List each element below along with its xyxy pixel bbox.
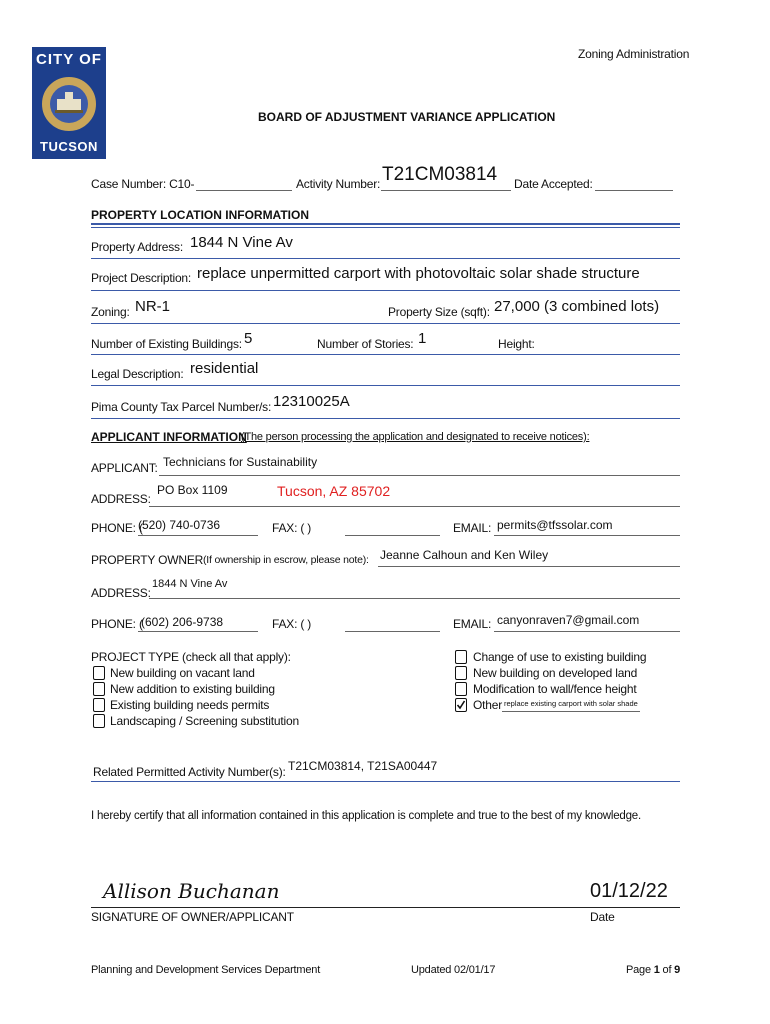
- signature-label: SIGNATURE OF OWNER/APPLICANT: [91, 910, 294, 924]
- owner-phone-underline: [138, 631, 258, 632]
- zoning-field[interactable]: NR-1: [135, 298, 171, 315]
- stories-field[interactable]: 1: [418, 330, 427, 347]
- checkbox-landscaping[interactable]: [93, 714, 105, 728]
- row-divider: [91, 258, 680, 259]
- option-label: Existing building needs permits: [110, 698, 270, 712]
- checkbox-existing-needs-permits[interactable]: [93, 698, 105, 712]
- checkbox-other[interactable]: [455, 698, 467, 712]
- applicant-underline: [159, 475, 680, 476]
- property-size-field[interactable]: 27,000 (3 combined lots): [494, 298, 660, 315]
- row-divider: [91, 385, 680, 386]
- option-label: New building on vacant land: [110, 666, 255, 680]
- owner-email-field[interactable]: canyonraven7@gmail.com: [497, 613, 640, 627]
- option-label: New addition to existing building: [110, 682, 275, 696]
- applicant-section-note: (The person processing the application and designated to receive notices):: [241, 431, 590, 443]
- checkbox-change-of-use[interactable]: [455, 650, 467, 664]
- applicant-address-field[interactable]: PO Box 1109: [157, 483, 228, 497]
- applicant-address-label: ADDRESS:: [91, 492, 151, 506]
- email-underline: [494, 535, 680, 536]
- checkbox-new-addition[interactable]: [93, 682, 105, 696]
- owner-underline: [378, 566, 680, 567]
- property-section-heading: PROPERTY LOCATION INFORMATION: [91, 208, 309, 222]
- fax-field[interactable]: [345, 535, 440, 536]
- option-label: Modification to wall/fence height: [473, 682, 637, 696]
- section-divider: [91, 223, 680, 225]
- page-prefix: Page: [626, 964, 654, 976]
- owner-address-label: ADDRESS:: [91, 586, 151, 600]
- applicant-phone-label: PHONE: (: [91, 521, 143, 535]
- project-type-heading: PROJECT TYPE (check all that apply):: [91, 650, 291, 664]
- parcel-number-label: Pima County Tax Parcel Number/s:: [91, 400, 272, 414]
- applicant-city-field[interactable]: Tucson, AZ 85702: [277, 483, 391, 499]
- date-label: Date: [590, 910, 615, 924]
- project-description-field[interactable]: replace unpermitted carport with photovoltaic solar shade structure: [197, 265, 640, 282]
- department-top: Zoning Administration: [578, 47, 690, 61]
- applicant-phone-field[interactable]: (520) 740-0736: [138, 518, 221, 532]
- owner-phone-label: PHONE: (: [91, 617, 143, 631]
- height-label: Height:: [498, 337, 535, 351]
- owner-fax-label: FAX: ( ): [272, 617, 312, 631]
- address-underline: [149, 506, 680, 507]
- activity-number-underline: [381, 190, 511, 191]
- applicant-fax-label: FAX: ( ): [272, 521, 312, 535]
- property-owner-field[interactable]: Jeanne Calhoun and Ken Wiley: [380, 548, 549, 562]
- case-number-label: Case Number: C10-: [91, 177, 195, 191]
- page-title: BOARD OF ADJUSTMENT VARIANCE APPLICATION: [258, 110, 556, 124]
- footer-department: Planning and Development Services Department: [91, 964, 321, 976]
- owner-phone-field[interactable]: (602) 206-9738: [141, 615, 224, 629]
- option-label: New building on developed land: [473, 666, 638, 680]
- section-divider: [91, 227, 680, 228]
- applicant-email-field[interactable]: permits@tfssolar.com: [497, 518, 613, 532]
- related-activity-field[interactable]: T21CM03814, T21SA00447: [288, 759, 438, 773]
- row-divider: [91, 323, 680, 324]
- related-activity-label: Related Permitted Activity Number(s):: [93, 765, 286, 779]
- owner-address-underline: [149, 598, 680, 599]
- row-divider: [91, 418, 680, 419]
- option-label: Landscaping / Screening substitution: [110, 714, 299, 728]
- date-accepted-label: Date Accepted:: [514, 177, 593, 191]
- checkbox-modification-wall[interactable]: [455, 682, 467, 696]
- existing-buildings-field[interactable]: 5: [244, 330, 253, 347]
- footer-updated: Updated 02/01/17: [411, 964, 496, 976]
- row-divider: [91, 354, 680, 355]
- legal-description-field[interactable]: residential: [190, 360, 259, 377]
- checkmark-icon: [456, 699, 466, 710]
- owner-address-field[interactable]: 1844 N Vine Av: [152, 578, 228, 590]
- option-label: Other: [473, 698, 503, 712]
- signature-line: [91, 907, 680, 908]
- property-address-label: Property Address:: [91, 240, 183, 254]
- owner-email-underline: [494, 631, 680, 632]
- other-underline: [502, 711, 640, 712]
- activity-number-label: Activity Number:: [296, 177, 381, 191]
- activity-number-field[interactable]: T21CM03814: [382, 164, 498, 185]
- phone-underline: [138, 535, 258, 536]
- logo-top-text: CITY OF: [36, 51, 102, 68]
- city-of-tucson-logo: [32, 47, 106, 159]
- other-field[interactable]: replace existing carport with solar shade: [504, 699, 638, 708]
- project-description-label: Project Description:: [91, 271, 192, 285]
- checkbox-new-building-vacant[interactable]: [93, 666, 105, 680]
- option-label: Change of use to existing building: [473, 650, 647, 664]
- owner-fax-field[interactable]: [345, 631, 440, 632]
- page-indicator: [626, 964, 680, 976]
- applicant-email-label: EMAIL:: [453, 521, 492, 535]
- date-accepted-field[interactable]: [595, 190, 673, 191]
- legal-description-label: Legal Description:: [91, 367, 184, 381]
- existing-buildings-label: Number of Existing Buildings:: [91, 337, 242, 351]
- certification-text: I hereby certify that all information contained in this application is complete and true to the best of my knowledge.: [91, 810, 641, 822]
- property-size-label: Property Size (sqft):: [388, 305, 490, 319]
- applicant-label: APPLICANT:: [91, 461, 158, 475]
- page-total: 9: [674, 964, 681, 976]
- parcel-number-field[interactable]: 12310025A: [273, 393, 350, 410]
- applicant-section-heading: APPLICANT INFORMATION: [91, 430, 247, 444]
- stories-label: Number of Stories:: [317, 337, 414, 351]
- property-owner-note: (If ownership in escrow, please note):: [203, 554, 369, 566]
- zoning-label: Zoning:: [91, 305, 130, 319]
- case-number-field[interactable]: [196, 190, 292, 191]
- logo-bottom-text: TUCSON: [40, 139, 98, 154]
- owner-email-label: EMAIL:: [453, 617, 492, 631]
- property-address-field[interactable]: 1844 N Vine Av: [190, 234, 293, 251]
- page-number: 1: [653, 964, 660, 976]
- row-divider: [91, 290, 680, 291]
- signature-field[interactable]: Allison Buchanan: [103, 879, 280, 903]
- property-owner-label: PROPERTY OWNER: [91, 553, 204, 567]
- checkbox-new-building-developed[interactable]: [455, 666, 467, 680]
- page-of: of: [659, 964, 675, 976]
- signature-date-field[interactable]: 01/12/22: [590, 880, 668, 902]
- row-divider: [91, 781, 680, 782]
- applicant-field[interactable]: Technicians for Sustainability: [163, 455, 318, 469]
